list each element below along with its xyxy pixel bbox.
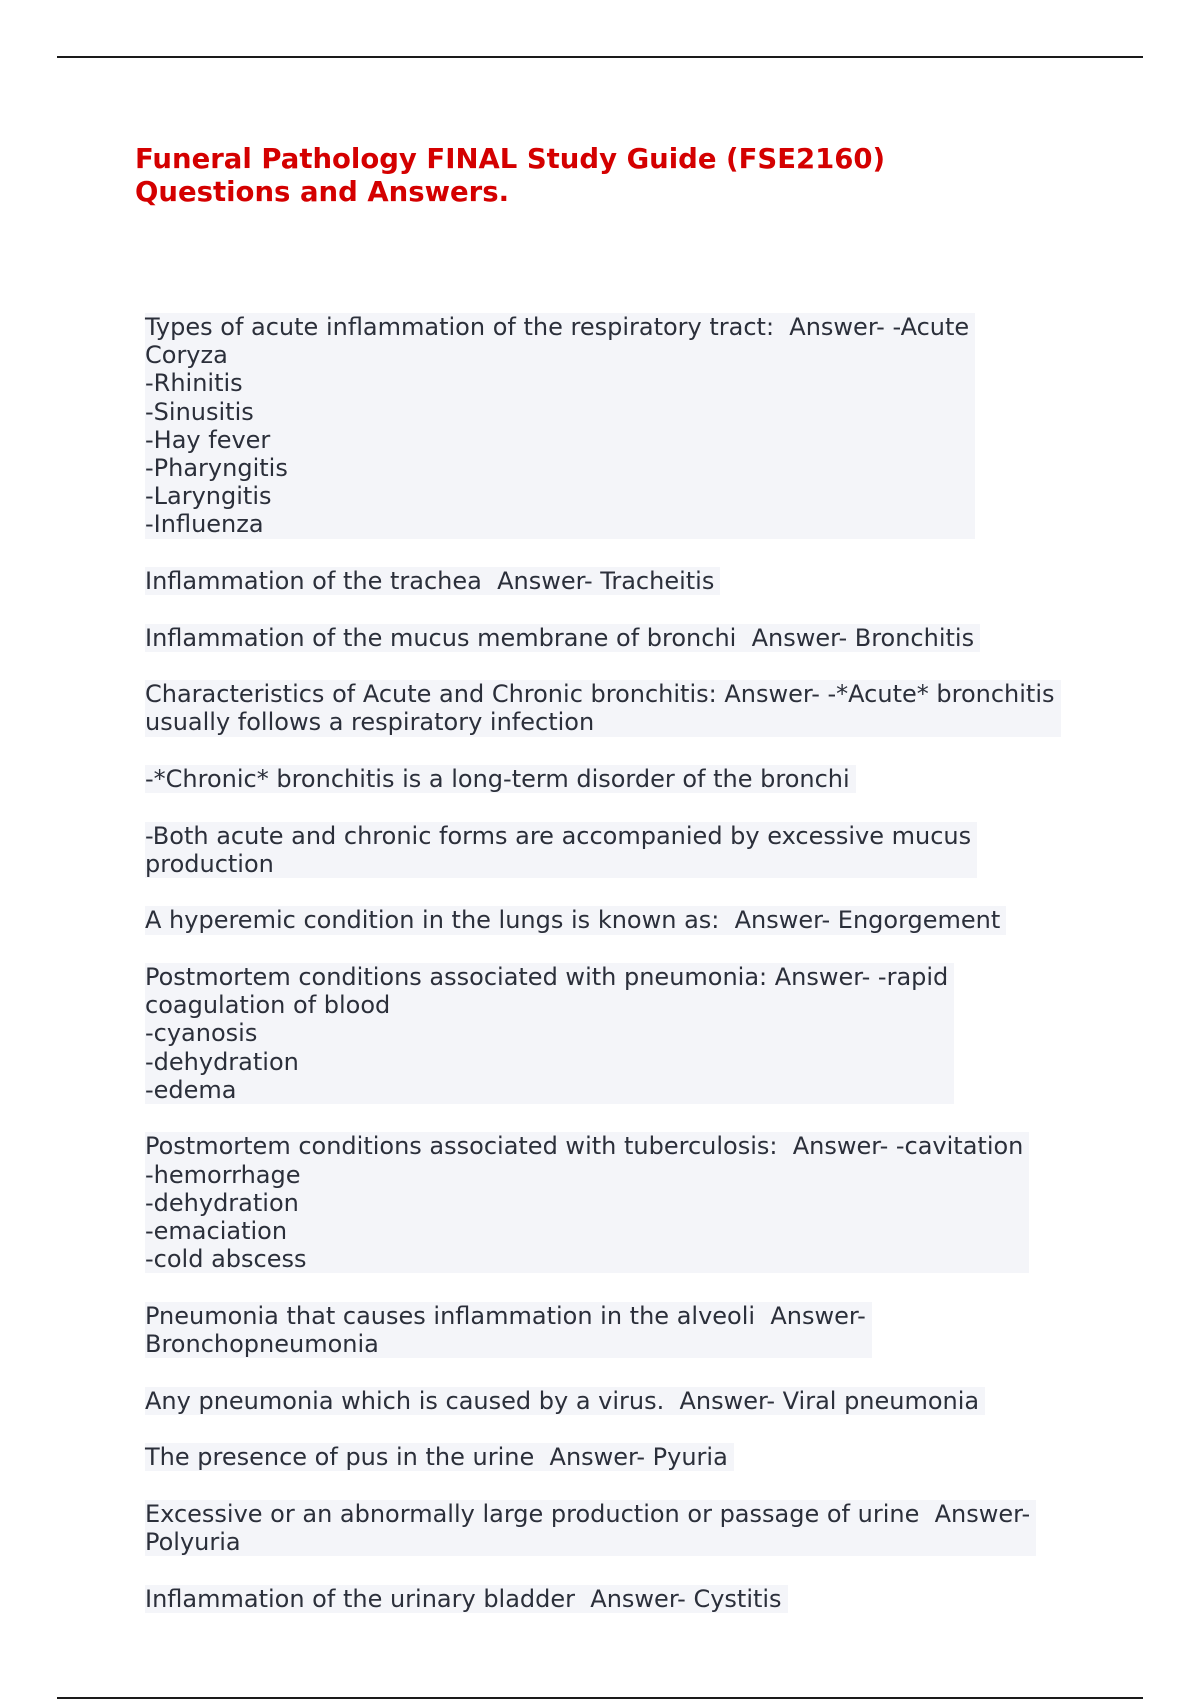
qa-entry — [145, 1132, 1085, 1273]
qa-line: -cyanosis — [145, 1019, 258, 1048]
qa-entry — [145, 1500, 1085, 1556]
qa-entry — [145, 906, 1085, 934]
qa-line: Any pneumonia which is caused by a virus. Answer- Viral pneumonia — [145, 1386, 980, 1415]
qa-line: Postmortem conditions associated with tuberculosis: Answer- -cavitation — [145, 1132, 1024, 1161]
qa-line: Inflammation of the trachea Answer- Tracheitis — [145, 567, 715, 596]
qa-entry — [145, 1302, 1085, 1358]
qa-line: Bronchopneumonia — [145, 1330, 379, 1358]
qa-entry-text — [145, 1443, 734, 1471]
qa-entry-text — [145, 680, 1061, 736]
qa-entry — [145, 313, 1085, 539]
qa-entry-text — [145, 822, 977, 878]
document-title — [135, 143, 1035, 209]
qa-line: production — [145, 849, 274, 878]
qa-line: Excessive or an abnormally large production or passage of urine Answer- — [145, 1499, 1031, 1528]
qa-entry — [145, 1387, 1085, 1415]
qa-line: -hemorrhage — [145, 1160, 301, 1189]
qa-entry-text — [145, 906, 1006, 934]
qa-line: A hyperemic condition in the lungs is known as: Answer- Engorgement — [145, 906, 1001, 935]
qa-entry — [145, 567, 1085, 595]
qa-line: -emaciation — [145, 1217, 288, 1245]
qa-entry — [145, 1585, 1085, 1613]
title-line-1: Funeral Pathology FINAL Study Guide (FSE2160) — [135, 143, 886, 175]
qa-line: Inflammation of the mucus membrane of bronchi Answer- Bronchitis — [145, 623, 975, 652]
qa-line: Coryza — [145, 341, 228, 370]
qa-entry — [145, 624, 1085, 652]
qa-line: -Influenza — [145, 510, 264, 539]
qa-line: -Pharyngitis — [145, 454, 288, 483]
qa-line: Types of acute inflammation of the respiratory tract: Answer- -Acute — [145, 313, 970, 341]
qa-line: -Hay fever — [145, 425, 271, 454]
qa-line: -edema — [145, 1075, 237, 1104]
qa-line: Polyuria — [145, 1527, 241, 1556]
qa-entry — [145, 1443, 1085, 1471]
qa-entry-text — [145, 1387, 985, 1415]
qa-entry-text — [145, 567, 720, 595]
qa-line: Characteristics of Acute and Chronic bronchitis: Answer- -*Acute* bronchitis — [145, 680, 1055, 709]
qa-line: -dehydration — [145, 1188, 299, 1217]
qa-entry-text — [145, 624, 980, 652]
qa-entry — [145, 765, 1085, 793]
qa-line: Pneumonia that causes inflammation in the alveoli Answer- — [145, 1301, 866, 1330]
qa-entry-text — [145, 1585, 788, 1613]
qa-line: usually follows a respiratory infection — [145, 708, 595, 737]
qa-entry-text — [145, 963, 954, 1104]
qa-entry-text — [145, 1500, 1036, 1556]
qa-line: -cold abscess — [145, 1245, 307, 1274]
qa-entry — [145, 680, 1085, 736]
qa-entry — [145, 963, 1085, 1104]
top-rule — [57, 56, 1143, 58]
qa-line: coagulation of blood — [145, 991, 391, 1020]
qa-entry-text — [145, 1132, 1029, 1273]
qa-line: -Rhinitis — [145, 369, 243, 398]
qa-line: The presence of pus in the urine Answer- Pyuria — [145, 1443, 728, 1472]
qa-line: -dehydration — [145, 1047, 299, 1076]
qa-line: -Both acute and chronic forms are accompanied by excessive mucus — [145, 821, 972, 850]
qa-list — [145, 313, 1085, 1641]
bottom-rule — [57, 1697, 1143, 1699]
qa-line: -Sinusitis — [145, 397, 254, 426]
qa-entry — [145, 822, 1085, 878]
qa-entry-text — [145, 313, 975, 539]
qa-line: -Laryngitis — [145, 482, 272, 511]
title-line-2: Questions and Answers. — [135, 176, 510, 208]
qa-line: Postmortem conditions associated with pneumonia: Answer- -rapid — [145, 962, 949, 991]
qa-entry-text — [145, 1302, 872, 1358]
qa-line: Inflammation of the urinary bladder Answer- Cystitis — [145, 1584, 782, 1613]
qa-entry-text — [145, 765, 856, 793]
qa-line: -*Chronic* bronchitis is a long-term disorder of the bronchi — [145, 765, 850, 793]
